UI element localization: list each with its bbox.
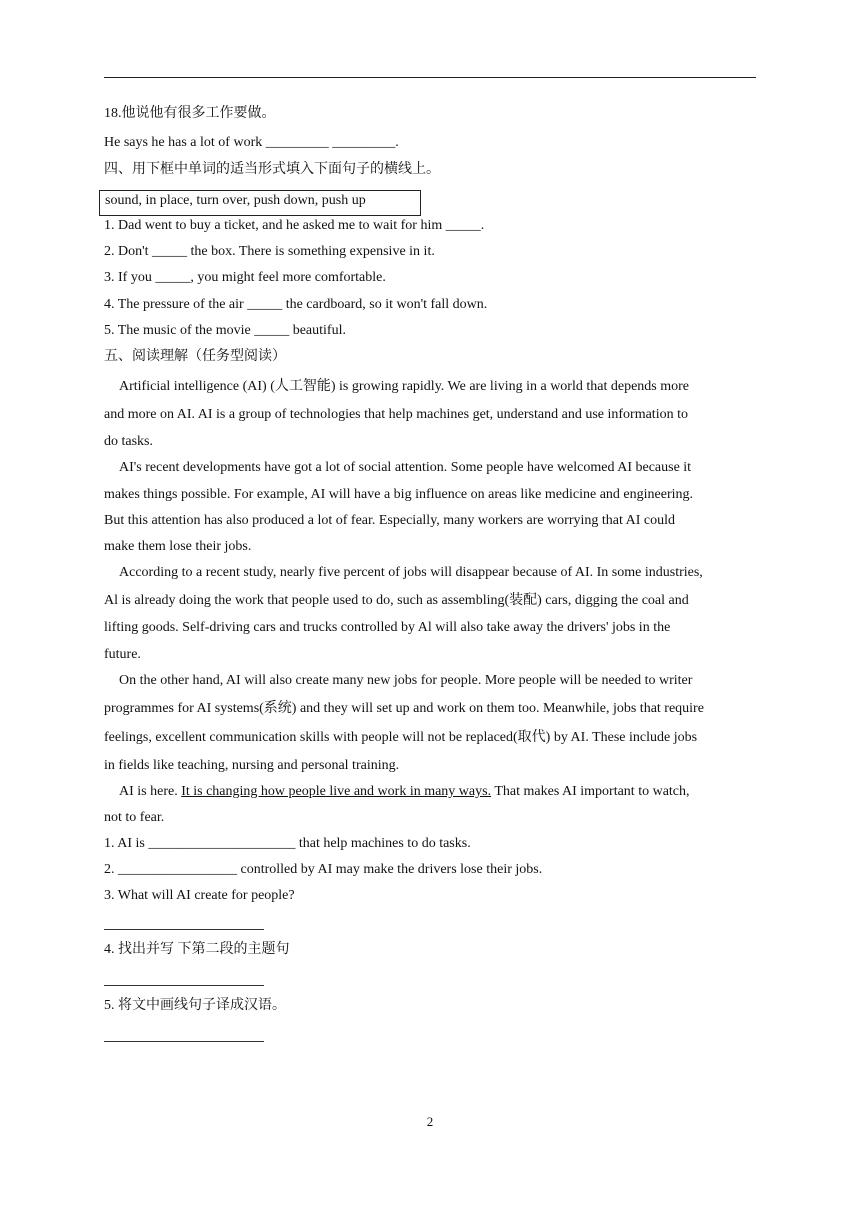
question-1: 1. AI is _____________________ that help machines to do tasks.: [104, 836, 471, 851]
paragraph-line: According to a recent study, nearly five percent of jobs will disappear because of AI. In some industries,: [119, 565, 703, 580]
section4-item-4: 4. The pressure of the air _____ the cardboard, so it won't fall down.: [104, 297, 488, 312]
section4-heading: 四、用下框中单词的适当形式填入下面句子的横线上。: [104, 162, 440, 177]
paragraph-line: do tasks.: [104, 434, 153, 449]
paragraph-line: not to fear.: [104, 810, 165, 825]
paragraph-line: AI's recent developments have got a lot of social attention. Some people have welcomed AI because it: [119, 460, 692, 475]
question-3: 3. What will AI create for people?: [104, 888, 295, 903]
paragraph-line: in fields like teaching, nursing and personal training.: [104, 758, 400, 773]
p5-tail: That makes AI important to watch,: [491, 784, 690, 799]
paragraph-line: programmes for AI systems(系统) and they will set up and work on them too. Meanwhile, jobs that require: [104, 701, 704, 716]
paragraph-line: On the other hand, AI will also create many new jobs for people. More people will be needed to writer: [119, 673, 693, 688]
question-2: 2. _________________ controlled by AI may make the drivers lose their jobs.: [104, 862, 543, 877]
section4-item-3: 3. If you _____, you might feel more comfortable.: [104, 270, 386, 285]
underlined-sentence: It is changing how people live and work in many ways.: [181, 784, 492, 799]
paragraph-line: But this attention has also produced a lot of fear. Especially, many workers are worrying that AI could: [104, 513, 675, 528]
section5-heading: 五、阅读理解（任务型阅读）: [104, 349, 286, 364]
q18-english: He says he has a lot of work _________ _________.: [104, 135, 399, 150]
page-number: 2: [426, 1114, 434, 1129]
p5-lead: AI is here.: [119, 784, 182, 799]
section4-item-1: 1. Dad went to buy a ticket, and he asked me to wait for him _____.: [104, 218, 485, 233]
q18-chinese: 18.他说他有很多工作要做。: [104, 106, 276, 121]
question-5: 5. 将文中画线句子译成汉语。: [104, 998, 286, 1013]
answer-line-5: [104, 1041, 264, 1042]
answer-line-4: [104, 985, 264, 986]
paragraph-line: Al is already doing the work that people used to do, such as assembling(装配) cars, digging the coal and: [104, 593, 689, 608]
header-rule: [104, 77, 756, 78]
answer-line-3: [104, 929, 264, 930]
paragraph-line: [104, 783, 690, 801]
word-box: [99, 190, 421, 216]
paragraph-line: future.: [104, 647, 141, 662]
question-4: 4. 找出并写 下第二段的主题句: [104, 942, 290, 957]
paragraph-line: feelings, excellent communication skills with people will not be replaced(取代) by AI. These include jobs: [104, 730, 698, 745]
paragraph-line: and more on AI. AI is a group of technologies that help machines get, understand and use information to: [104, 407, 688, 422]
paragraph-line: make them lose their jobs.: [104, 539, 252, 554]
paragraph-line: Artificial intelligence (AI) (人工智能) is growing rapidly. We are living in a world that depends more: [119, 379, 689, 394]
word-box-text: sound, in place, turn over, push down, push up: [105, 193, 366, 208]
paragraph-line: lifting goods. Self-driving cars and trucks controlled by Al will also take away the drivers' jobs in the: [104, 620, 671, 635]
section4-item-5: 5. The music of the movie _____ beautiful.: [104, 323, 346, 338]
paragraph-line: makes things possible. For example, AI will have a big influence on areas like medicine and engineering.: [104, 487, 693, 502]
section4-item-2: 2. Don't _____ the box. There is something expensive in it.: [104, 244, 435, 259]
